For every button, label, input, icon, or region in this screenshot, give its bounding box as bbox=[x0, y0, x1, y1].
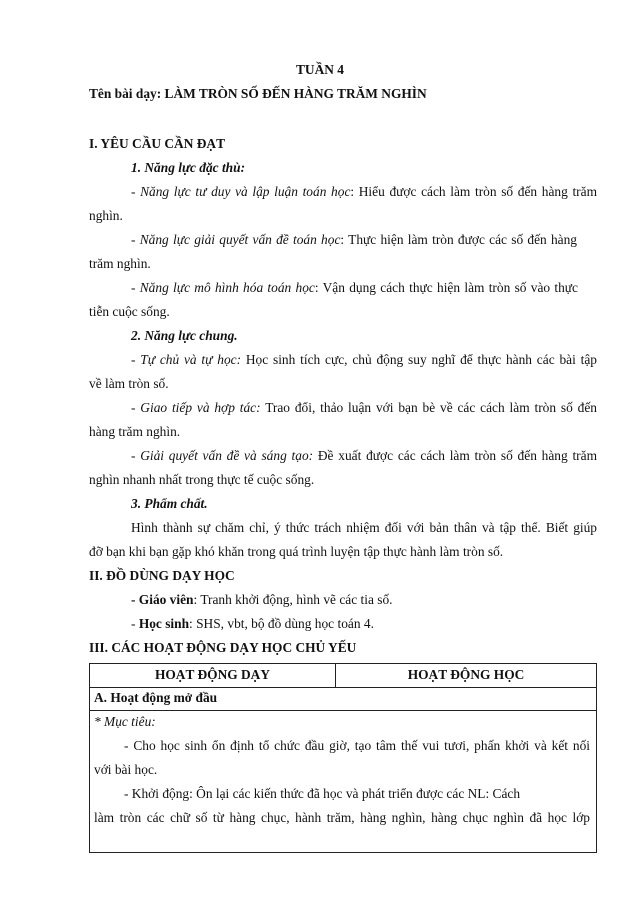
subsection3-heading: 3. Phẩm chất. bbox=[131, 496, 208, 511]
student-prefix: - bbox=[131, 616, 139, 631]
row-a-title: A. Hoạt động mở đầu bbox=[94, 690, 218, 705]
item2-line2: trăm nghìn. bbox=[89, 256, 151, 271]
goal2-line2: làm tròn các chữ số từ hàng chục, hành trăm, hàng nghìn, hàng chục nghìn đã học lớp bbox=[94, 810, 590, 825]
goal2-line1: - Khởi động: Ôn lại các kiến thức đã học và phát triển được các NL: Cách bbox=[124, 786, 521, 801]
item3-term: - Năng lực mô hình hóa toán học bbox=[131, 280, 315, 295]
item2-text: : Thực hiện làm tròn được các số đến hàng bbox=[340, 232, 578, 247]
item3-text: : Vận dụng cách thực hiện làm tròn số vào thực bbox=[314, 280, 579, 295]
item2-line1 bbox=[131, 232, 577, 248]
week-heading: TUẦN 4 bbox=[296, 62, 344, 77]
item2-term: - Năng lực giải quyết vấn đề toán học bbox=[131, 232, 341, 247]
item1-line1 bbox=[131, 184, 597, 200]
student-line bbox=[131, 616, 374, 632]
section1-heading: I. YÊU CẦU CẦN ĐẠT bbox=[89, 136, 226, 151]
item1-term: - Năng lực tư duy và lập luận toán học bbox=[131, 184, 351, 199]
item4-line1 bbox=[131, 352, 597, 368]
item5-text: Trao đổi, thảo luận với bạn bè về các cách làm tròn số đến bbox=[260, 400, 597, 415]
item4-line2: về làm tròn số. bbox=[89, 376, 169, 391]
item5-line1 bbox=[131, 400, 597, 416]
lesson-label: Tên bài dạy: bbox=[89, 86, 162, 101]
goal1-line2: với bài học. bbox=[94, 762, 158, 777]
header-teaching: HOẠT ĐỘNG DẠY bbox=[154, 667, 271, 682]
item6-text: Đề xuất được các cách làm tròn số đến hàng trăm bbox=[313, 448, 597, 463]
quality-line2: đỡ bạn khi bạn gặp khó khăn trong quá trình luyện tập thực hành làm tròn số. bbox=[89, 544, 504, 559]
item4-text: Học sinh tích cực, chủ động suy nghĩ để thực hành các bài tập bbox=[241, 352, 597, 367]
item3-line2: tiễn cuộc sống. bbox=[89, 304, 170, 319]
item6-term: - Giải quyết vấn đề và sáng tạo: bbox=[131, 448, 314, 463]
item5-line2: hàng trăm nghìn. bbox=[89, 424, 181, 439]
item1-text: : Hiểu được cách làm tròn số đến hàng trăm bbox=[350, 184, 597, 199]
subsection2-heading: 2. Năng lực chung. bbox=[131, 328, 238, 343]
lesson-name: LÀM TRÒN SỐ ĐẾN HÀNG TRĂM NGHÌN bbox=[164, 86, 427, 101]
item6-line1 bbox=[131, 448, 597, 464]
item4-term: - Tự chủ và tự học: bbox=[131, 352, 242, 367]
lesson-title bbox=[89, 86, 427, 102]
student-label: Học sinh bbox=[138, 616, 190, 631]
teacher-label: - Giáo viên bbox=[131, 592, 194, 607]
item3-line1 bbox=[131, 280, 578, 296]
subsection1-heading: 1. Năng lực đặc thù: bbox=[131, 160, 246, 175]
section2-heading: II. ĐỒ DÙNG DẠY HỌC bbox=[89, 568, 235, 583]
item1-line2: nghìn. bbox=[89, 208, 123, 223]
goal-label: * Mục tiêu: bbox=[94, 714, 156, 729]
teacher-text: : Tranh khởi động, hình vẽ các tia số. bbox=[193, 592, 393, 607]
item5-term: - Giao tiếp và hợp tác: bbox=[131, 400, 261, 415]
student-text: : SHS, vbt, bộ đồ dùng học toán 4. bbox=[189, 616, 374, 631]
goal1-line1: - Cho học sinh ổn định tổ chức đầu giờ, tạo tâm thế vui tươi, phấn khởi và kết nối bbox=[124, 738, 590, 753]
quality-line1: Hình thành sự chăm chỉ, ý thức trách nhiệm đối với bản thân và tập thể. Biết giúp bbox=[131, 520, 597, 535]
activities-table bbox=[89, 663, 597, 853]
section3-heading: III. CÁC HOẠT ĐỘNG DẠY HỌC CHỦ YẾU bbox=[89, 640, 357, 655]
header-learning: HOẠT ĐỘNG HỌC bbox=[407, 667, 525, 682]
item6-line2: nghìn nhanh nhất trong thực tế cuộc sống. bbox=[89, 472, 315, 487]
teacher-line bbox=[131, 592, 393, 608]
